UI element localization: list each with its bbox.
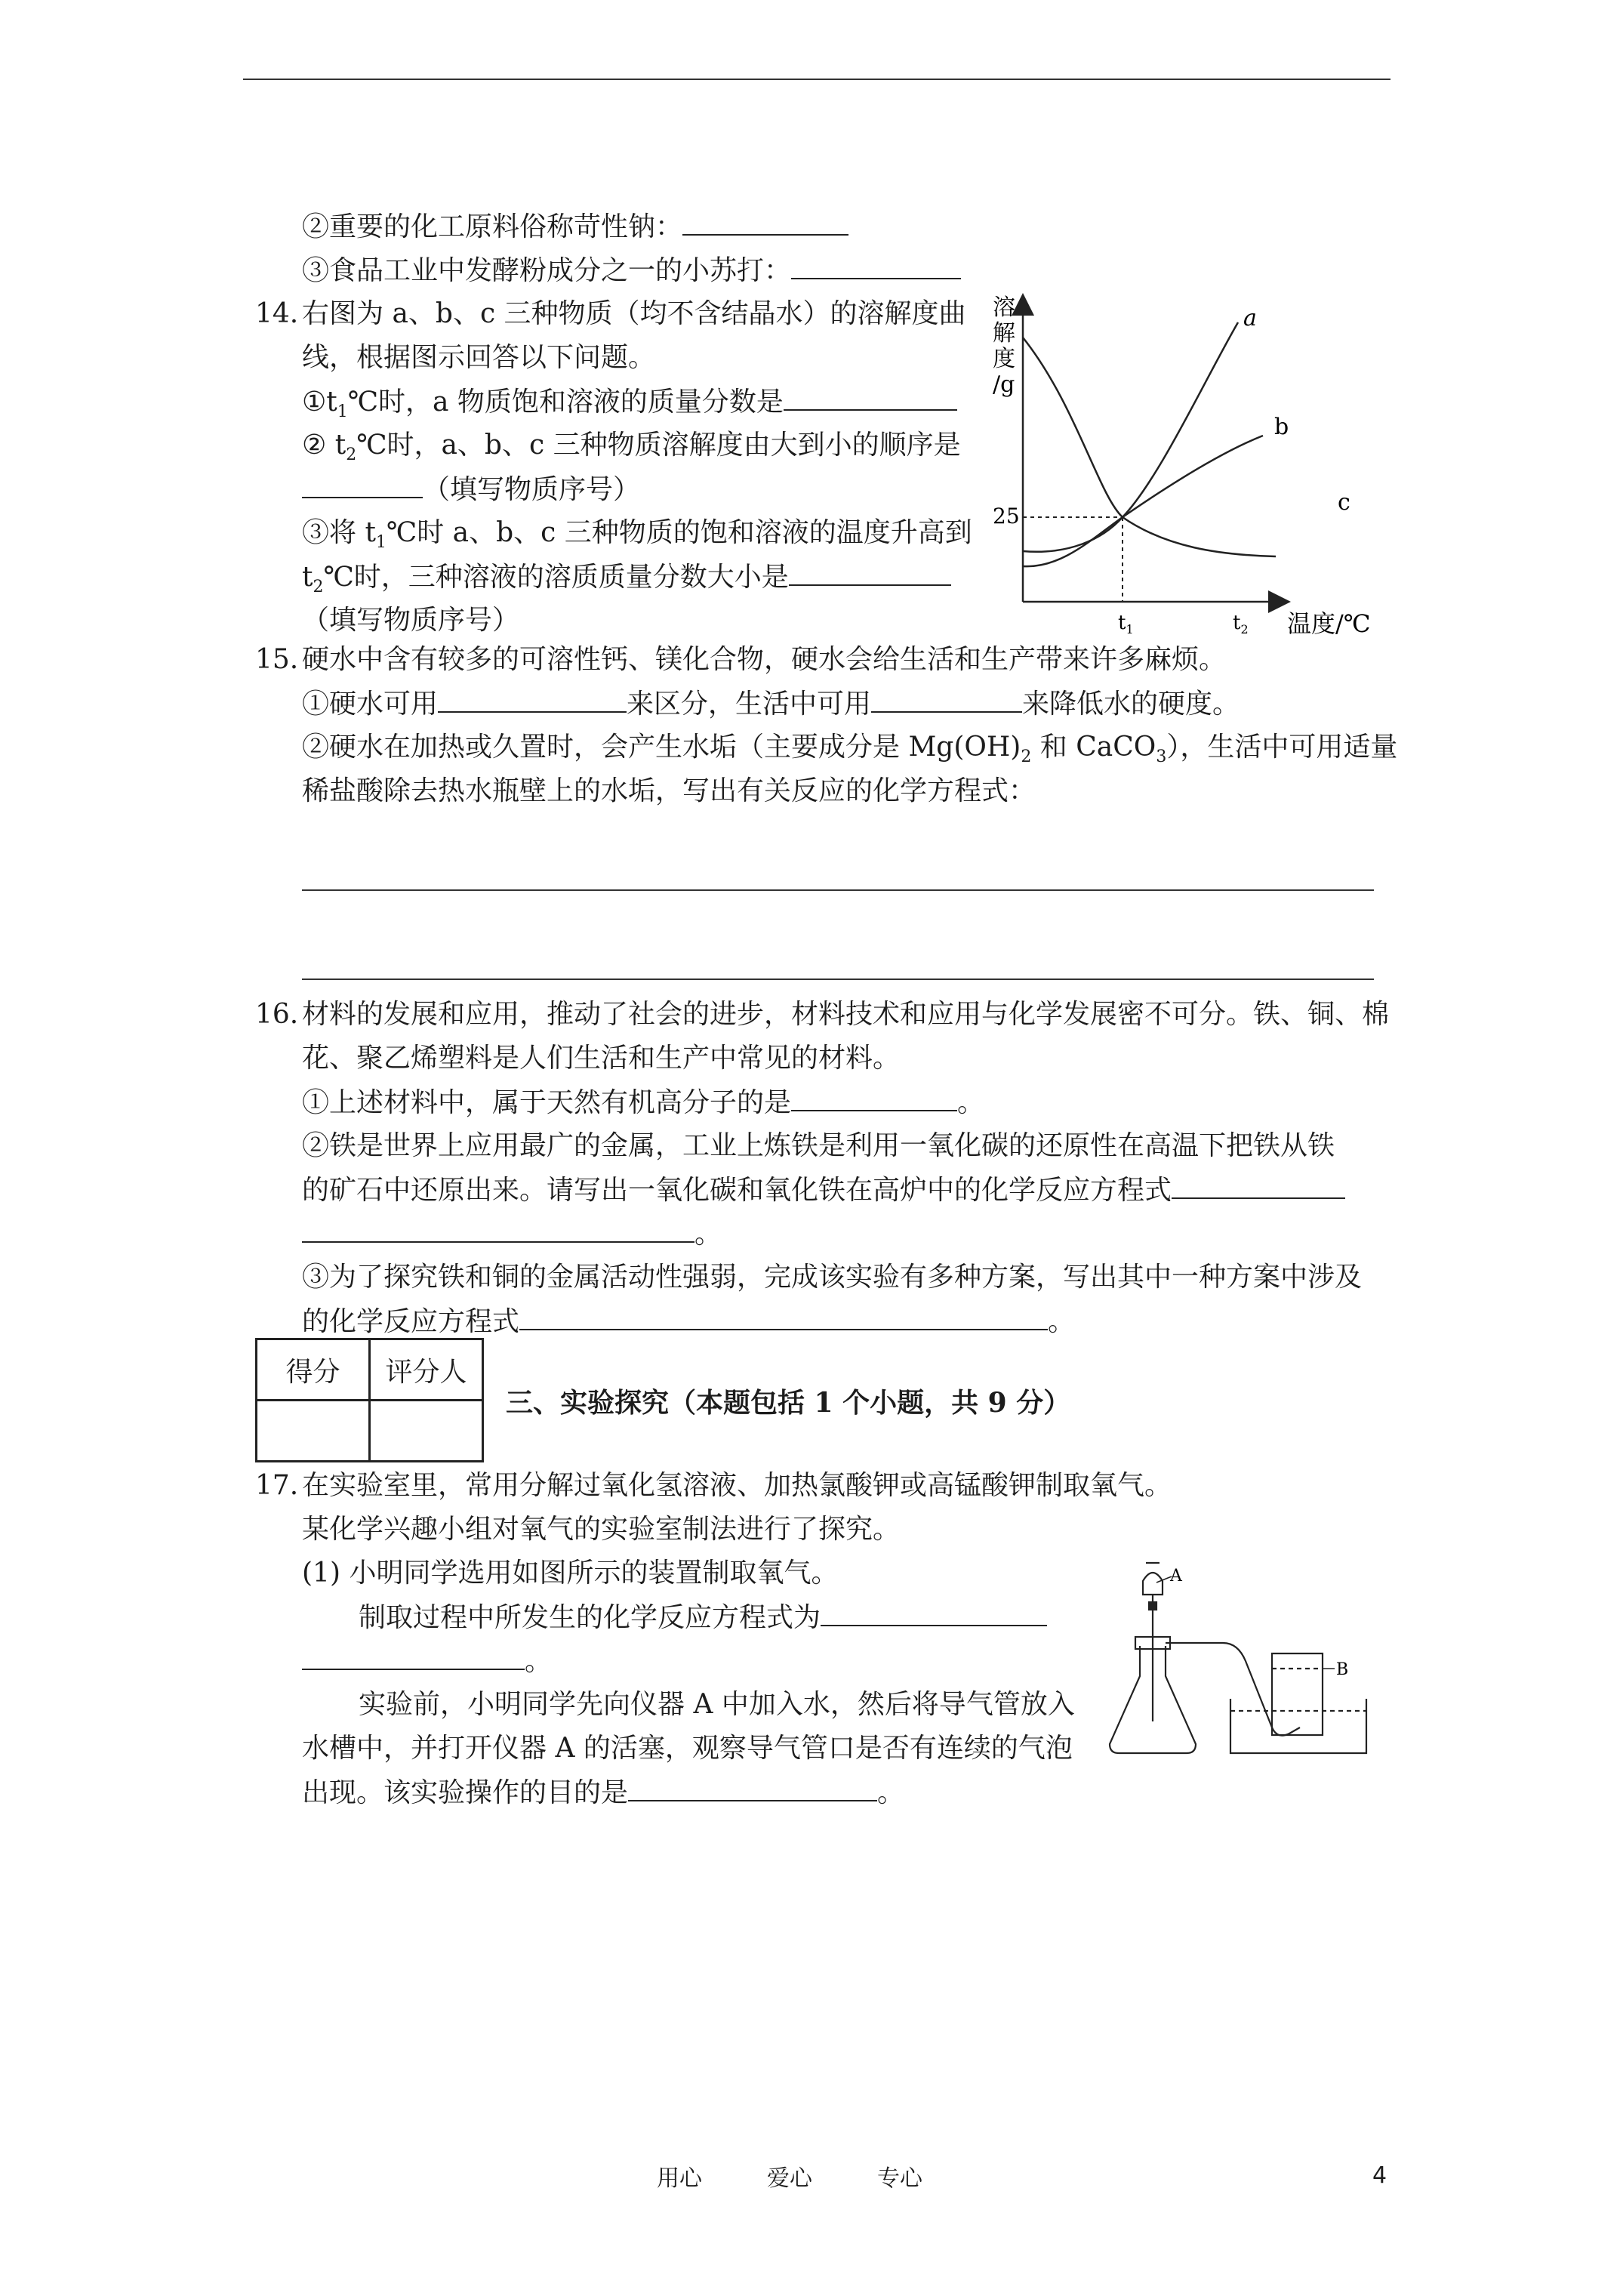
q13-item-2	[302, 210, 848, 244]
q15-line2-c: 来降低水的硬度。	[1022, 689, 1240, 720]
xlabel: 温度/℃	[1287, 609, 1371, 638]
page-number: 4	[1372, 2162, 1387, 2189]
q17-line2: 某化学兴趣小组对氧气的实验室制法进行了探究。	[302, 1514, 901, 1545]
q17-p5-text: 出现。该实验操作的目的是	[302, 1777, 629, 1808]
q13-item-3-text: ③食品工业中发酵粉成分之一的小苏打：	[302, 255, 792, 286]
q16-line2: 花、聚乙烯塑料是人们生活和生产中常见的材料。	[302, 1043, 901, 1074]
x-tick-t1: $t_1$	[1118, 612, 1134, 636]
y-tick-25: 25	[993, 504, 1020, 529]
ylabel-char-2: 解	[993, 320, 1015, 347]
q16-sub3a: ③为了探究铁和铜的金属活动性强弱，完成该实验有多种方案，写出其中一种方案中涉及	[302, 1262, 1363, 1293]
ylabel-char-1: 溶	[993, 294, 1015, 321]
q14-sub1-pre: ①t	[302, 387, 337, 418]
water-trough	[1230, 1699, 1366, 1753]
grader-header: 评分人	[370, 1339, 483, 1401]
q14-sub3-pre: ③将 t	[302, 517, 376, 548]
q14-sub1-post: ℃时，a 物质饱和溶液的质量分数是	[347, 387, 784, 418]
q15-line3-c: ），生活中可用适量	[1166, 732, 1398, 763]
q17-p5	[302, 1776, 904, 1810]
q14-number: 14.	[255, 298, 299, 329]
ylabel-char-3: 度	[993, 346, 1015, 372]
answer-blank[interactable]	[784, 385, 957, 411]
ylabel-char-4: /g	[993, 371, 1015, 398]
q16-line1: 材料的发展和应用，推动了社会的进步，材料技术和应用与化学发展密不可分。铁、铜、棉	[302, 999, 1390, 1030]
answer-blank[interactable]	[1172, 1173, 1345, 1199]
answer-line[interactable]	[302, 889, 1374, 891]
q16-sub2a: ②铁是世界上应用最广的金属，工业上炼铁是利用一氧化碳的还原性在高温下把铁从铁	[302, 1130, 1335, 1161]
series-label-a: a	[1243, 305, 1257, 331]
q17-eq-text: 制取过程中所发生的化学反应方程式为	[359, 1602, 821, 1633]
q15-line4: 稀盐酸除去热水瓶壁上的水垢，写出有关反应的化学方程式：	[302, 775, 1036, 806]
curve-b	[1023, 436, 1263, 566]
q15-line2-b: 来区分，生活中可用	[627, 689, 872, 720]
score-cell[interactable]	[257, 1401, 370, 1462]
q13-item-2-text: ②重要的化工原料俗称苛性钠：	[302, 211, 683, 242]
q15-line3-b: 和 CaCO	[1031, 732, 1156, 763]
answer-blank[interactable]	[302, 473, 423, 498]
answer-blank[interactable]	[789, 560, 951, 586]
subscript: 1	[375, 533, 387, 553]
subscript: 2	[313, 578, 324, 597]
q15-line2	[302, 687, 1240, 721]
q15-line1: 硬水中含有较多的可溶性钙、镁化合物，硬水会给生活和生产带来许多麻烦。	[302, 644, 1227, 675]
gas-jar	[1272, 1653, 1323, 1735]
subscript: 2	[346, 445, 357, 465]
series-label-c: c	[1338, 489, 1350, 516]
footer-motto-3: 专心	[877, 2165, 922, 2192]
oxygen-apparatus-diagram	[1102, 1555, 1374, 1759]
q16-sub1	[302, 1086, 984, 1120]
label-b: B	[1336, 1660, 1349, 1679]
q16-sub3b-text: 的化学反应方程式	[302, 1306, 520, 1337]
footer-motto-2: 爱心	[767, 2165, 812, 2192]
q17-number: 17.	[255, 1470, 299, 1501]
answer-blank[interactable]	[791, 254, 961, 279]
x-tick-t2: $t_2$	[1233, 612, 1249, 636]
period: 。	[877, 1777, 905, 1808]
answer-blank[interactable]	[302, 1217, 694, 1243]
section-3-heading: 三、实验探究（本题包括 1 个小题，共 9 分）	[506, 1387, 1071, 1419]
q16-sub3b	[302, 1305, 1075, 1339]
q14-sub2-pre: ② t	[302, 430, 346, 461]
score-table	[255, 1338, 484, 1462]
period: 。	[1048, 1306, 1076, 1337]
q16-sub1-text: ①上述材料中，属于天然有机高分子的是	[302, 1087, 792, 1118]
solubility-chart	[978, 291, 1400, 646]
q15-line2-a: ①硬水可用	[302, 689, 439, 720]
q14-line1: 右图为 a、b、c 三种物质（均不含结晶水）的溶解度曲	[302, 298, 966, 329]
q14-sub3b-pre: t	[302, 562, 313, 593]
q14-sub2-tail-text: （填写物质序号）	[423, 474, 641, 505]
q15-number: 15.	[255, 644, 299, 675]
period: 。	[694, 1219, 722, 1250]
header-rule	[243, 79, 1390, 80]
q14-sub1	[302, 385, 957, 429]
series-label-b: b	[1274, 414, 1289, 440]
q17-eq-cont	[302, 1644, 552, 1678]
subscript: 1	[337, 402, 348, 422]
separatory-funnel	[1143, 1563, 1163, 1721]
answer-blank[interactable]	[302, 1644, 525, 1670]
period: 。	[957, 1087, 985, 1118]
answer-blank[interactable]	[438, 687, 627, 713]
q16-sub2b-text: 的矿石中还原出来。请写出一氧化碳和氧化铁在高炉中的化学反应方程式	[302, 1175, 1172, 1206]
answer-line[interactable]	[302, 978, 1374, 980]
q17-part1: (1) 小明同学选用如图所示的装置制取氧气。	[302, 1558, 839, 1589]
q14-sub3b	[302, 560, 951, 604]
q14-sub3-tail: （填写物质序号）	[302, 605, 520, 636]
answer-blank[interactable]	[682, 210, 848, 236]
subscript: 2	[1021, 747, 1032, 767]
q14-sub2-post: ℃时，a、b、c 三种物质溶解度由大到小的顺序是	[356, 430, 961, 461]
q14-sub3b-post: ℃时，三种溶液的溶质质量分数大小是	[323, 562, 789, 593]
q14-sub3	[302, 516, 972, 559]
q15-line3-a: ②硬水在加热或久置时，会产生水垢（主要成分是 Mg(OH)	[302, 732, 1021, 763]
q14-sub3-post: ℃时 a、b、c 三种物质的饱和溶液的温度升高到	[386, 517, 972, 548]
q13-item-3	[302, 254, 961, 288]
answer-blank[interactable]	[628, 1776, 877, 1801]
q17-p3: 实验前，小明同学先向仪器 A 中加入水，然后将导气管放入	[359, 1689, 1075, 1720]
q16-sub2c	[302, 1217, 722, 1251]
score-header: 得分	[257, 1339, 370, 1401]
answer-blank[interactable]	[871, 687, 1022, 713]
grader-cell[interactable]	[370, 1401, 483, 1462]
q14-line2: 线，根据图示回答以下问题。	[302, 342, 656, 373]
q17-part1-eq	[359, 1601, 1047, 1635]
answer-blank[interactable]	[821, 1601, 1047, 1626]
footer-motto-1: 用心	[657, 2165, 702, 2192]
answer-blank[interactable]	[791, 1086, 957, 1111]
q14-sub2	[302, 429, 961, 472]
q17-line1: 在实验室里，常用分解过氧化氢溶液、加热氯酸钾或高锰酸钾制取氧气。	[302, 1470, 1172, 1501]
q15-line3	[302, 731, 1397, 774]
answer-blank[interactable]	[519, 1305, 1048, 1330]
q16-number: 16.	[255, 999, 299, 1030]
q14-sub2-tail	[302, 473, 640, 507]
subscript: 3	[1156, 747, 1167, 767]
q17-p4: 水槽中，并打开仪器 A 的活塞，观察导气管口是否有连续的气泡	[302, 1733, 1073, 1764]
q16-sub2b	[302, 1173, 1345, 1207]
period: 。	[525, 1646, 553, 1677]
label-a-leader	[1156, 1576, 1172, 1583]
label-a: A	[1170, 1567, 1182, 1586]
